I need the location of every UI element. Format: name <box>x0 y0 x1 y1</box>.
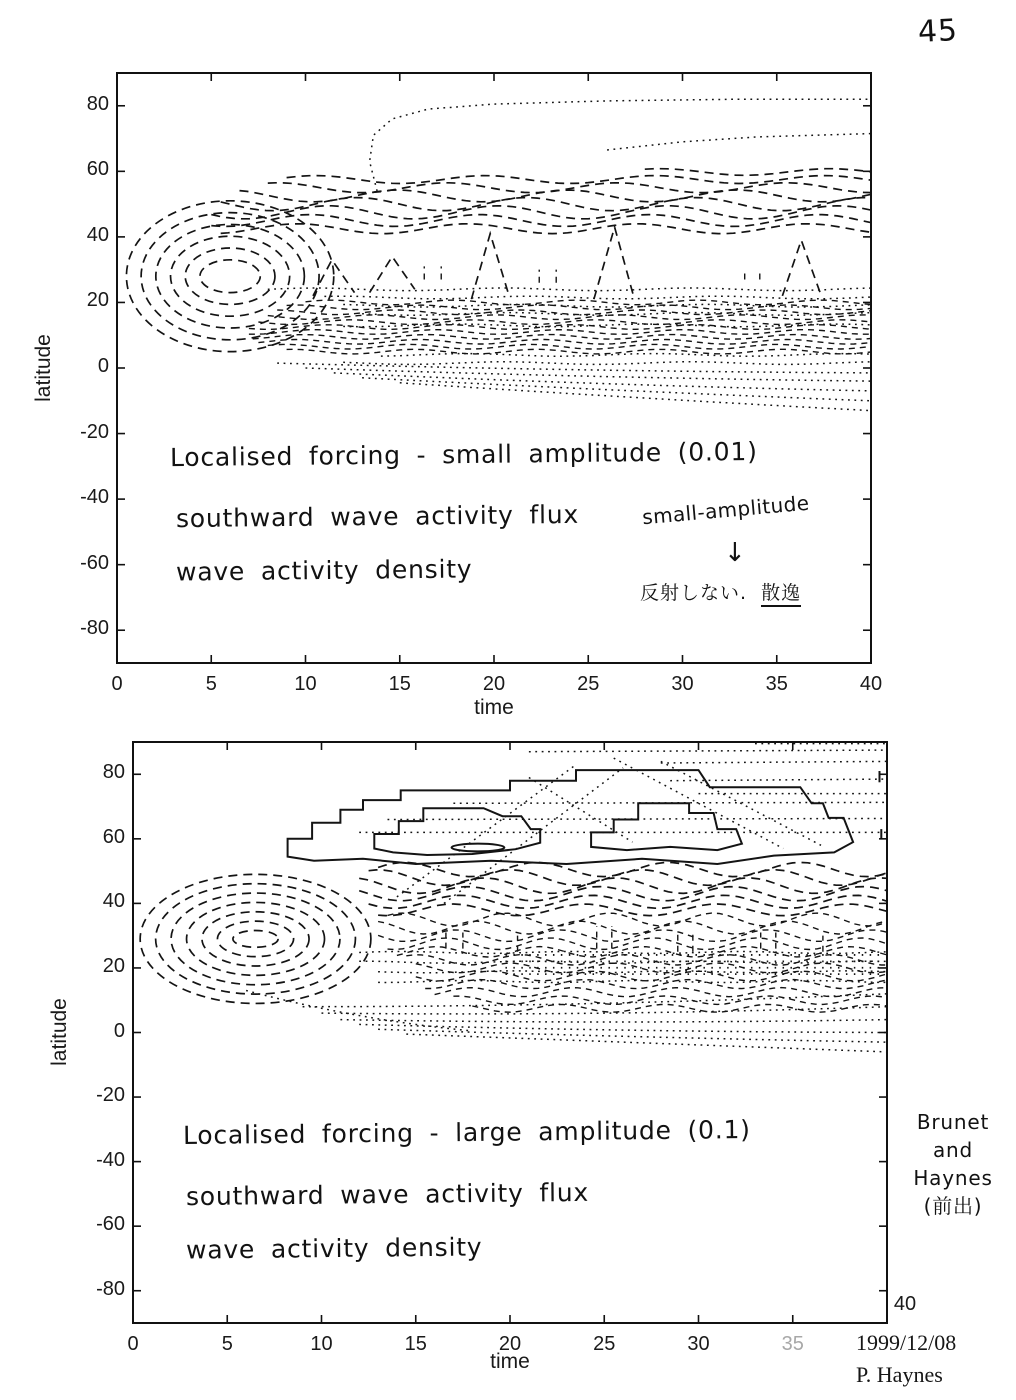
margin-note-line: Brunet <box>916 1110 990 1134</box>
x-tick-label: 35 <box>765 673 788 695</box>
down-arrow-icon: ↓ <box>724 538 747 568</box>
y-tick-label: 40 <box>102 890 125 913</box>
contours-small-amplitude <box>126 99 871 410</box>
x-tick-label: 10 <box>294 673 317 695</box>
y-tick-label: 20 <box>102 954 125 977</box>
x-tick-label: 40 <box>893 1293 917 1315</box>
footer-author: P. Haynes <box>856 1362 943 1387</box>
x-tick-label: 15 <box>388 673 411 695</box>
margin-note-line: (前出) <box>923 1194 983 1218</box>
x-tick-label: 5 <box>221 1333 233 1355</box>
y-tick-label: 80 <box>102 761 125 784</box>
y-tick-label: 0 <box>97 355 109 377</box>
x-tick-label: 40 <box>859 673 883 695</box>
y-tick-label: 0 <box>113 1019 125 1042</box>
y-tick-label: 60 <box>102 825 125 848</box>
contours-large-amplitude <box>140 744 887 1052</box>
y-tick-label: -80 <box>80 617 109 640</box>
x-tick-label: 35 <box>781 1333 804 1355</box>
top-plot-title-annotation: Localised forcing - small amplitude (0.01) <box>169 436 758 473</box>
small-amplitude-note: small-amplitude <box>641 490 811 530</box>
y-tick-label: 20 <box>86 289 109 312</box>
y-axis-label-top-plot: latitude <box>32 334 55 402</box>
japanese-note-plain: 反射しない. <box>640 582 748 604</box>
x-tick-label: 25 <box>593 1333 616 1355</box>
page-number: 45 <box>917 12 959 51</box>
y-tick-label: 60 <box>86 158 109 181</box>
x-axis-label-bottom-plot: time <box>490 1350 530 1373</box>
x-tick-label: 30 <box>671 673 694 695</box>
bottom-plot-flux-annotation: southward wave activity flux <box>185 1177 590 1212</box>
margin-note-line: Haynes <box>913 1166 993 1190</box>
bottom-plot-density-annotation: wave activity density <box>185 1232 483 1265</box>
y-tick-label: -20 <box>80 420 109 443</box>
margin-reference-note <box>890 1108 1016 1220</box>
x-tick-label: 0 <box>111 673 123 695</box>
y-tick-label: -60 <box>96 1213 125 1236</box>
bottom-plot-title-annotation: Localised forcing - large amplitude (0.1) <box>182 1115 751 1150</box>
x-tick-label: 25 <box>577 673 600 695</box>
japanese-note <box>640 578 801 605</box>
y-tick-label: -80 <box>96 1277 125 1300</box>
x-tick-label: 30 <box>687 1333 710 1355</box>
x-tick-label: 10 <box>310 1333 333 1355</box>
x-tick-label: 0 <box>127 1333 139 1355</box>
x-tick-label: 5 <box>205 673 217 695</box>
x-tick-label: 15 <box>404 1333 427 1355</box>
japanese-note-underlined: 散逸 <box>761 582 801 607</box>
footer-date: 1999/12/08 <box>856 1330 957 1355</box>
y-tick-label: -40 <box>96 1148 125 1171</box>
margin-note-line: and <box>932 1138 974 1162</box>
top-plot-flux-annotation: southward wave activity flux <box>175 499 580 534</box>
y-tick-label: -60 <box>80 551 109 574</box>
x-tick-label: 20 <box>482 673 506 695</box>
top-plot-density-annotation: wave activity density <box>175 554 473 587</box>
y-tick-label: -20 <box>96 1084 125 1107</box>
x-tick-label: 20 <box>498 1333 522 1355</box>
y-axis-label-bottom-plot: latitude <box>48 998 71 1066</box>
y-tick-label: 80 <box>86 92 109 115</box>
y-tick-label: 40 <box>86 223 109 246</box>
x-axis-label-top-plot: time <box>474 696 514 719</box>
y-tick-label: -40 <box>80 486 109 509</box>
